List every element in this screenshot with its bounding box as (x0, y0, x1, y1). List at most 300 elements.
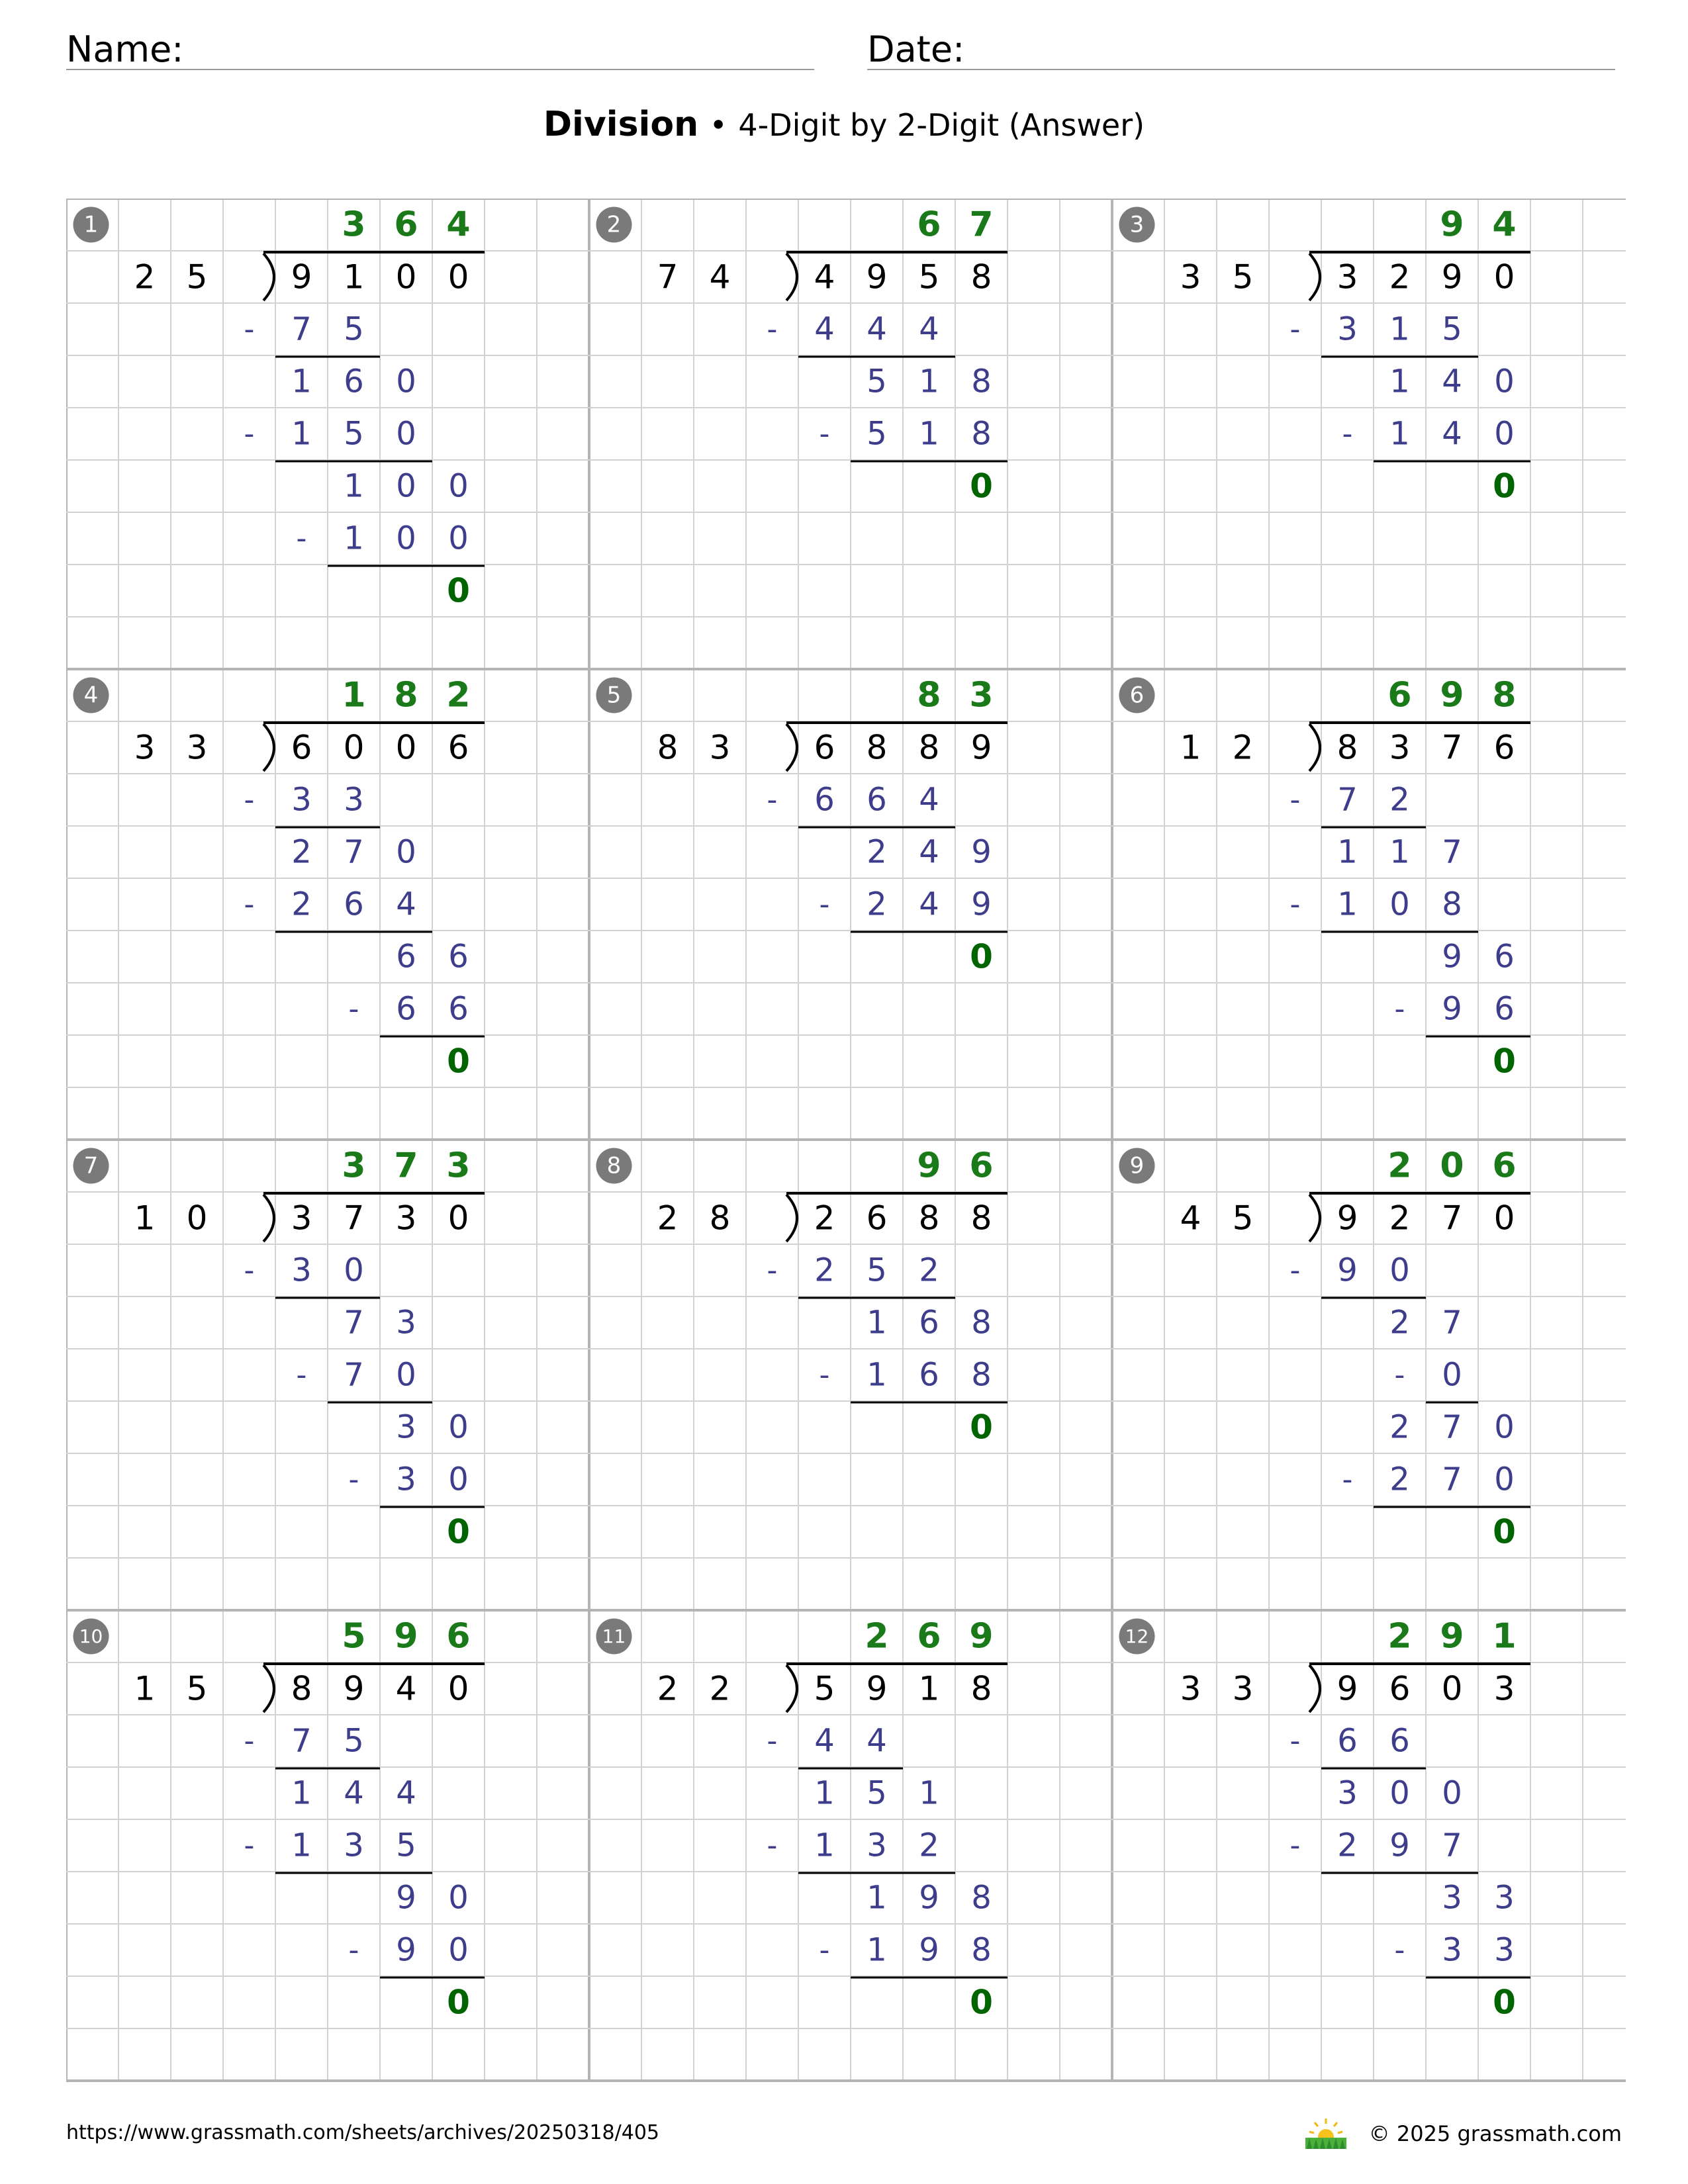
work-digit: 3 (396, 1408, 416, 1446)
minus-sign: - (767, 312, 778, 346)
quotient-digit: 2 (1387, 1146, 1412, 1186)
remainder-digit: 0 (1493, 1042, 1516, 1081)
problem-number-badge (73, 1619, 109, 1655)
work-digit: 1 (1389, 363, 1410, 400)
title-bullet: • (709, 107, 727, 143)
minus-sign: - (244, 1253, 255, 1287)
work-digit: 0 (448, 1461, 469, 1498)
work-digit: 3 (1442, 1931, 1462, 1969)
subtitle-text: 4-Digit by 2-Digit (Answer) (738, 107, 1145, 143)
work-digit: 6 (344, 886, 364, 923)
work-digit: 0 (1389, 1774, 1410, 1812)
divisor-digit: 8 (657, 728, 679, 767)
work-digit: 6 (814, 781, 835, 819)
minus-sign: - (244, 783, 255, 817)
work-digit: 7 (1337, 781, 1358, 819)
work-digit: 6 (919, 1356, 939, 1394)
work-digit: 8 (1442, 886, 1462, 923)
problem-number: 7 (83, 1152, 99, 1179)
dividend-digit: 9 (1336, 1199, 1358, 1238)
dividend-digit: 0 (395, 257, 417, 296)
quotient-digit: 9 (917, 1146, 941, 1186)
work-digit: 1 (867, 1356, 887, 1394)
remainder-digit: 0 (970, 467, 993, 506)
dividend-digit: 8 (970, 1199, 992, 1238)
dividend-digit: 9 (343, 1669, 365, 1708)
work-digit: 1 (1389, 833, 1410, 871)
problem-number: 10 (79, 1625, 103, 1647)
problem-number-badge (1119, 1619, 1155, 1655)
dividend-digit: 9 (970, 728, 992, 767)
work-digit: 5 (344, 310, 364, 348)
work-digit: 3 (291, 1251, 312, 1289)
work-digit: 1 (814, 1827, 835, 1864)
work-digit: 7 (1442, 1461, 1462, 1498)
problem-number: 4 (83, 682, 99, 709)
divisor-digit: 3 (134, 728, 156, 767)
work-digit: 6 (1494, 990, 1515, 1028)
remainder-digit: 0 (970, 937, 993, 976)
work-digit: 2 (1389, 781, 1410, 819)
minus-sign: - (1289, 783, 1301, 817)
quotient-digit: 8 (394, 675, 418, 715)
minus-sign: - (1394, 1933, 1405, 1967)
work-digit: 3 (867, 1827, 887, 1864)
work-digit: 0 (1389, 886, 1410, 923)
dividend-digit: 7 (343, 1199, 365, 1238)
quotient-digit: 0 (1440, 1146, 1464, 1186)
dividend-digit: 0 (447, 1199, 469, 1238)
work-digit: 7 (1442, 1827, 1462, 1864)
dividend-digit: 9 (1441, 257, 1463, 296)
dividend-digit: 7 (1441, 728, 1463, 767)
work-digit: 6 (1337, 1722, 1358, 1760)
work-digit: 0 (448, 1879, 469, 1917)
quotient-digit: 8 (917, 675, 941, 715)
minus-sign: - (819, 887, 830, 921)
dividend-digit: 8 (918, 728, 940, 767)
work-digit: 5 (867, 363, 887, 400)
work-digit: 5 (396, 1827, 416, 1864)
minus-sign: - (1342, 417, 1353, 451)
quotient-digit: 6 (394, 205, 418, 245)
quotient-digit: 3 (969, 675, 994, 715)
dividend-digit: 7 (1441, 1199, 1463, 1238)
dividend-digit: 9 (291, 257, 312, 296)
quotient-digit: 9 (1440, 205, 1464, 245)
dividend-digit: 3 (291, 1199, 312, 1238)
work-digit: 3 (396, 1461, 416, 1498)
work-digit: 0 (396, 467, 416, 505)
dividend-digit: 8 (866, 728, 888, 767)
work-digit: 5 (867, 1251, 887, 1289)
work-digit: 0 (1494, 1461, 1515, 1498)
work-digit: 8 (971, 1304, 992, 1342)
problem-number-badge (73, 1148, 109, 1184)
remainder-digit: 0 (1493, 1983, 1516, 2022)
work-digit: 2 (867, 833, 887, 871)
division-bracket (786, 253, 797, 300)
divisor-digit: 4 (709, 257, 731, 296)
work-digit: 4 (919, 886, 939, 923)
work-digit: 4 (1442, 363, 1462, 400)
work-digit: 8 (971, 1879, 992, 1917)
work-digit: 1 (814, 1774, 835, 1812)
work-digit: 0 (396, 833, 416, 871)
minus-sign: - (348, 992, 359, 1026)
work-digit: 9 (919, 1879, 939, 1917)
minus-sign: - (1394, 992, 1405, 1026)
work-digit: 5 (867, 415, 887, 453)
problem-number-badge (1119, 1148, 1155, 1184)
minus-sign: - (1289, 1829, 1301, 1862)
grass-sun-logo-icon (1303, 2117, 1349, 2150)
work-digit: 3 (1337, 310, 1358, 348)
work-digit: 0 (1494, 363, 1515, 400)
work-digit: 7 (291, 1722, 312, 1760)
dividend-digit: 6 (291, 728, 312, 767)
remainder-digit: 0 (447, 1983, 470, 2022)
quotient-digit: 4 (446, 205, 471, 245)
work-digit: 3 (344, 1827, 364, 1864)
minus-sign: - (296, 1358, 307, 1392)
page-title (0, 106, 1688, 144)
name-field[interactable] (66, 20, 814, 70)
work-digit: 6 (448, 938, 469, 976)
problem-number-badge (596, 1619, 632, 1655)
work-digit: 6 (344, 363, 364, 400)
work-digit: 8 (971, 1931, 992, 1969)
work-digit: 1 (867, 1304, 887, 1342)
problem-number-badge (1119, 207, 1155, 243)
work-digit: 4 (344, 1774, 364, 1812)
footer-url: https://www.grassmath.com/sheets/archives/20250318/405 (66, 2121, 660, 2144)
work-digit: 7 (344, 1356, 364, 1394)
work-digit: 1 (867, 1879, 887, 1917)
divisor-digit: 2 (657, 1199, 679, 1238)
footer-copyright: © 2025 grassmath.com (1368, 2121, 1622, 2146)
work-digit: 3 (1337, 1774, 1358, 1812)
dividend-digit: 3 (1336, 257, 1358, 296)
divisor-digit: 3 (709, 728, 731, 767)
work-digit: 0 (1389, 1251, 1410, 1289)
dividend-digit: 4 (395, 1669, 417, 1708)
dividend-digit: 6 (1493, 728, 1515, 767)
work-digit: 4 (814, 1722, 835, 1760)
division-bracket (263, 724, 274, 771)
minus-sign: - (819, 1358, 830, 1392)
division-bracket (786, 724, 797, 771)
work-digit: 1 (919, 363, 939, 400)
work-digit: 3 (1494, 1931, 1515, 1969)
minus-sign: - (244, 1829, 255, 1862)
quotient-digit: 9 (1440, 1616, 1464, 1657)
work-digit: 4 (814, 310, 835, 348)
dividend-digit: 3 (1389, 728, 1411, 767)
work-digit: 5 (344, 415, 364, 453)
division-bracket (263, 253, 274, 300)
dividend-digit: 1 (918, 1669, 940, 1708)
quotient-digit: 6 (969, 1146, 994, 1186)
work-digit: 0 (448, 1931, 469, 1969)
divisor-digit: 1 (134, 1669, 156, 1708)
quotient-digit: 9 (969, 1616, 994, 1657)
dividend-digit: 3 (395, 1199, 417, 1238)
dividend-digit: 9 (1336, 1669, 1358, 1708)
divisor-digit: 7 (657, 257, 679, 296)
divisor-digit: 3 (1232, 1669, 1254, 1708)
dividend-digit: 8 (970, 257, 992, 296)
work-digit: 6 (448, 990, 469, 1028)
divisor-digit: 3 (186, 728, 208, 767)
divisor-digit: 8 (709, 1199, 731, 1238)
quotient-digit: 4 (1492, 205, 1517, 245)
work-digit: 0 (448, 1408, 469, 1446)
dividend-digit: 0 (1493, 257, 1515, 296)
work-digit: 7 (1442, 1408, 1462, 1446)
minus-sign: - (767, 783, 778, 817)
work-digit: 7 (344, 1304, 364, 1342)
work-digit: 4 (1442, 415, 1462, 453)
minus-sign: - (348, 1933, 359, 1967)
work-digit: 4 (396, 1774, 416, 1812)
division-bracket (786, 1195, 797, 1242)
dividend-digit: 6 (447, 728, 469, 767)
minus-sign: - (1289, 887, 1301, 921)
dividend-digit: 9 (866, 257, 888, 296)
work-digit: 3 (344, 781, 364, 819)
work-digit: 0 (396, 415, 416, 453)
quotient-digit: 6 (917, 1616, 941, 1657)
dividend-digit: 3 (1493, 1669, 1515, 1708)
work-digit: 4 (919, 310, 939, 348)
dividend-digit: 8 (1336, 728, 1358, 767)
dividend-digit: 2 (814, 1199, 835, 1238)
remainder-digit: 0 (447, 1512, 470, 1551)
work-digit: 2 (1389, 1461, 1410, 1498)
work-digit: 2 (1389, 1408, 1410, 1446)
work-digit: 1 (1337, 833, 1358, 871)
minus-sign: - (1342, 1463, 1353, 1496)
work-digit: 9 (1389, 1827, 1410, 1864)
work-digit: 9 (1442, 990, 1462, 1028)
minus-sign: - (244, 417, 255, 451)
problem-number-badge (596, 1148, 632, 1184)
problem-number: 8 (606, 1152, 622, 1179)
dividend-digit: 6 (866, 1199, 888, 1238)
divisor-digit: 0 (186, 1199, 208, 1238)
divisor-digit: 2 (709, 1669, 731, 1708)
minus-sign: - (767, 1253, 778, 1287)
minus-sign: - (1289, 1253, 1301, 1287)
quotient-digit: 9 (394, 1616, 418, 1657)
problem-number: 2 (606, 211, 622, 238)
title-text: Division (543, 105, 699, 144)
minus-sign: - (244, 887, 255, 921)
work-digit: 0 (396, 520, 416, 557)
divisor-digit: 1 (134, 1199, 156, 1238)
work-digit: 7 (291, 310, 312, 348)
problem-number-badge (73, 678, 109, 713)
dividend-digit: 6 (814, 728, 835, 767)
work-digit: 1 (919, 415, 939, 453)
dividend-digit: 8 (918, 1199, 940, 1238)
problem-number: 11 (602, 1625, 626, 1647)
work-digit: 4 (396, 886, 416, 923)
work-digit: 1 (291, 415, 312, 453)
work-digit: 3 (1442, 1879, 1462, 1917)
remainder-digit: 0 (970, 1408, 993, 1447)
division-bracket (263, 1195, 274, 1242)
minus-sign: - (767, 1829, 778, 1862)
quotient-digit: 6 (446, 1616, 471, 1657)
minus-sign: - (819, 417, 830, 451)
work-digit: 2 (919, 1827, 939, 1864)
work-digit: 6 (1389, 1722, 1410, 1760)
dividend-digit: 2 (1389, 1199, 1411, 1238)
work-digit: 0 (448, 467, 469, 505)
work-digit: 5 (1442, 310, 1462, 348)
divisor-digit: 2 (657, 1669, 679, 1708)
work-digit: 1 (867, 1931, 887, 1969)
dividend-digit: 0 (343, 728, 365, 767)
problem-number-badge (596, 207, 632, 243)
quotient-digit: 2 (446, 675, 471, 715)
problem-number-badge (73, 207, 109, 243)
quotient-digit: 2 (865, 1616, 889, 1657)
dividend-digit: 0 (395, 728, 417, 767)
work-digit: 0 (1494, 1408, 1515, 1446)
dividend-digit: 5 (814, 1669, 835, 1708)
divisor-digit: 5 (186, 1669, 208, 1708)
work-digit: 2 (919, 1251, 939, 1289)
work-digit: 1 (344, 520, 364, 557)
remainder-digit: 0 (970, 1983, 993, 2022)
minus-sign: - (296, 522, 307, 555)
work-digit: 3 (396, 1304, 416, 1342)
work-digit: 9 (1442, 938, 1462, 976)
work-digit: 3 (291, 781, 312, 819)
work-digit: 1 (291, 1827, 312, 1864)
work-digit: 9 (1337, 1251, 1358, 1289)
work-digit: 2 (814, 1251, 835, 1289)
work-digit: 9 (919, 1931, 939, 1969)
minus-sign: - (1289, 312, 1301, 346)
minus-sign: - (819, 1933, 830, 1967)
dividend-digit: 0 (447, 257, 469, 296)
dividend-digit: 2 (1389, 257, 1411, 296)
work-digit: 0 (1442, 1774, 1462, 1812)
divisor-digit: 3 (1180, 257, 1201, 296)
date-field[interactable] (867, 20, 1615, 70)
divisor-digit: 5 (1232, 1199, 1254, 1238)
dividend-digit: 5 (918, 257, 940, 296)
work-digit: 0 (396, 1356, 416, 1394)
work-digit: 4 (919, 833, 939, 871)
work-digit: 6 (919, 1304, 939, 1342)
work-digit: 6 (396, 990, 416, 1028)
dividend-digit: 4 (814, 257, 835, 296)
quotient-digit: 6 (1492, 1146, 1517, 1186)
divisor-digit: 1 (1180, 728, 1201, 767)
work-digit: 4 (867, 310, 887, 348)
problem-number-badge (1119, 678, 1155, 713)
divisor-digit: 3 (1180, 1669, 1201, 1708)
date-label: Date: (867, 28, 965, 70)
problems-layer (73, 205, 1531, 2022)
problem-number: 12 (1125, 1625, 1149, 1647)
work-digit: 8 (971, 1356, 992, 1394)
work-digit: 4 (867, 1722, 887, 1760)
work-digit: 2 (291, 886, 312, 923)
quotient-digit: 7 (969, 205, 994, 245)
divisor-digit: 5 (186, 257, 208, 296)
quotient-digit: 3 (446, 1146, 471, 1186)
quotient-digit: 6 (1387, 675, 1412, 715)
quotient-digit: 3 (342, 205, 366, 245)
remainder-digit: 0 (447, 571, 470, 610)
work-digit: 7 (1442, 833, 1462, 871)
divisor-digit: 4 (1180, 1199, 1201, 1238)
work-digit: 0 (344, 1251, 364, 1289)
work-digit: 3 (1494, 1879, 1515, 1917)
problem-number: 1 (83, 211, 99, 238)
divisor-digit: 2 (1232, 728, 1254, 767)
divisor-digit: 5 (1232, 257, 1254, 296)
remainder-digit: 0 (1493, 1512, 1516, 1551)
problem-number: 5 (606, 682, 622, 709)
division-bracket (1309, 724, 1320, 771)
minus-sign: - (1289, 1724, 1301, 1758)
work-digit: 1 (291, 1774, 312, 1812)
work-digit: 2 (291, 833, 312, 871)
work-digit: 2 (1389, 1304, 1410, 1342)
quotient-digit: 8 (1492, 675, 1517, 715)
remainder-digit: 0 (447, 1042, 470, 1081)
division-bracket (263, 1665, 274, 1712)
work-digit: 9 (971, 886, 992, 923)
division-bracket (786, 1665, 797, 1712)
work-digit: 6 (1494, 938, 1515, 976)
work-digit: 1 (344, 467, 364, 505)
remainder-digit: 0 (1493, 467, 1516, 506)
name-label: Name: (66, 28, 184, 70)
dividend-digit: 0 (1493, 1199, 1515, 1238)
work-digit: 9 (396, 1879, 416, 1917)
dividend-digit: 8 (291, 1669, 312, 1708)
work-digit: 8 (971, 363, 992, 400)
quotient-digit: 5 (342, 1616, 366, 1657)
work-digit: 1 (291, 363, 312, 400)
footer-right (1303, 2115, 1622, 2152)
work-digit: 9 (396, 1931, 416, 1969)
work-digit: 5 (344, 1722, 364, 1760)
quotient-digit: 9 (1440, 675, 1464, 715)
work-digit: 1 (919, 1774, 939, 1812)
minus-sign: - (767, 1724, 778, 1758)
work-digit: 8 (971, 415, 992, 453)
dividend-digit: 1 (343, 257, 365, 296)
problem-number: 6 (1129, 682, 1145, 709)
division-bracket (1309, 1195, 1320, 1242)
work-digit: 2 (867, 886, 887, 923)
work-digit: 0 (1494, 415, 1515, 453)
divisor-digit: 2 (134, 257, 156, 296)
minus-sign: - (1394, 1358, 1405, 1392)
quotient-digit: 2 (1387, 1616, 1412, 1657)
work-digit: 9 (971, 833, 992, 871)
quotient-digit: 1 (342, 675, 366, 715)
